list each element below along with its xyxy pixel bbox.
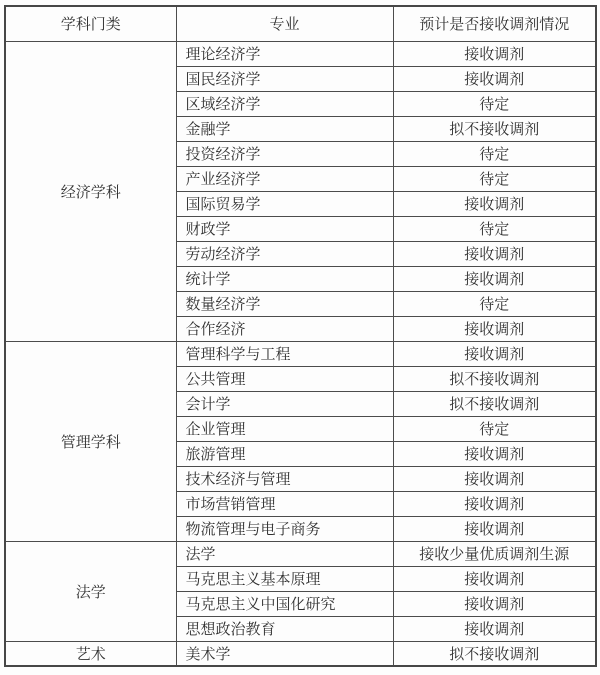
major-cell: 理论经济学 — [176, 41, 393, 66]
status-cell: 待定 — [393, 166, 596, 191]
table-row — [5, 341, 596, 366]
major-cell: 合作经济 — [176, 316, 393, 341]
status-cell: 接收调剂 — [393, 441, 596, 466]
major-cell: 产业经济学 — [176, 166, 393, 191]
status-cell: 待定 — [393, 416, 596, 441]
major-cell: 马克思主义基本原理 — [176, 566, 393, 591]
major-cell: 财政学 — [176, 216, 393, 241]
major-cell: 会计学 — [176, 391, 393, 416]
major-cell: 马克思主义中国化研究 — [176, 591, 393, 616]
category-cell-art: 艺术 — [5, 641, 176, 666]
status-cell: 接收调剂 — [393, 266, 596, 291]
major-cell: 国民经济学 — [176, 66, 393, 91]
table-row — [5, 641, 596, 666]
status-cell: 待定 — [393, 216, 596, 241]
status-cell: 待定 — [393, 91, 596, 116]
status-cell: 拟不接收调剂 — [393, 116, 596, 141]
major-cell: 思想政治教育 — [176, 616, 393, 641]
major-cell: 数量经济学 — [176, 291, 393, 316]
major-cell: 公共管理 — [176, 366, 393, 391]
status-cell: 接收少量优质调剂生源 — [393, 541, 596, 566]
status-cell: 接收调剂 — [393, 516, 596, 541]
major-cell: 技术经济与管理 — [176, 466, 393, 491]
major-cell: 统计学 — [176, 266, 393, 291]
status-cell: 接收调剂 — [393, 566, 596, 591]
header-row — [5, 6, 596, 41]
header-category: 学科门类 — [5, 6, 176, 41]
major-cell: 金融学 — [176, 116, 393, 141]
status-cell: 接收调剂 — [393, 241, 596, 266]
table-row — [5, 41, 596, 66]
status-cell: 接收调剂 — [393, 66, 596, 91]
adjustment-table — [4, 5, 597, 667]
status-cell: 接收调剂 — [393, 41, 596, 66]
status-cell: 接收调剂 — [393, 616, 596, 641]
status-cell: 拟不接收调剂 — [393, 366, 596, 391]
major-cell: 法学 — [176, 541, 393, 566]
status-cell: 待定 — [393, 141, 596, 166]
header-major: 专业 — [176, 6, 393, 41]
table-row — [5, 541, 596, 566]
status-cell: 拟不接收调剂 — [393, 391, 596, 416]
major-cell: 管理科学与工程 — [176, 341, 393, 366]
major-cell: 物流管理与电子商务 — [176, 516, 393, 541]
status-cell: 待定 — [393, 291, 596, 316]
status-cell: 接收调剂 — [393, 591, 596, 616]
status-cell: 接收调剂 — [393, 316, 596, 341]
major-cell: 劳动经济学 — [176, 241, 393, 266]
status-cell: 拟不接收调剂 — [393, 641, 596, 666]
major-cell: 美术学 — [176, 641, 393, 666]
major-cell: 旅游管理 — [176, 441, 393, 466]
status-cell: 接收调剂 — [393, 491, 596, 516]
header-status: 预计是否接收调剂情况 — [393, 6, 596, 41]
status-cell: 接收调剂 — [393, 341, 596, 366]
major-cell: 区域经济学 — [176, 91, 393, 116]
major-cell: 投资经济学 — [176, 141, 393, 166]
major-cell: 市场营销管理 — [176, 491, 393, 516]
major-cell: 国际贸易学 — [176, 191, 393, 216]
category-cell-economics: 经济学科 — [5, 41, 176, 341]
status-cell: 接收调剂 — [393, 191, 596, 216]
major-cell: 企业管理 — [176, 416, 393, 441]
category-cell-management: 管理学科 — [5, 341, 176, 541]
category-cell-law: 法学 — [5, 541, 176, 641]
status-cell: 接收调剂 — [393, 466, 596, 491]
